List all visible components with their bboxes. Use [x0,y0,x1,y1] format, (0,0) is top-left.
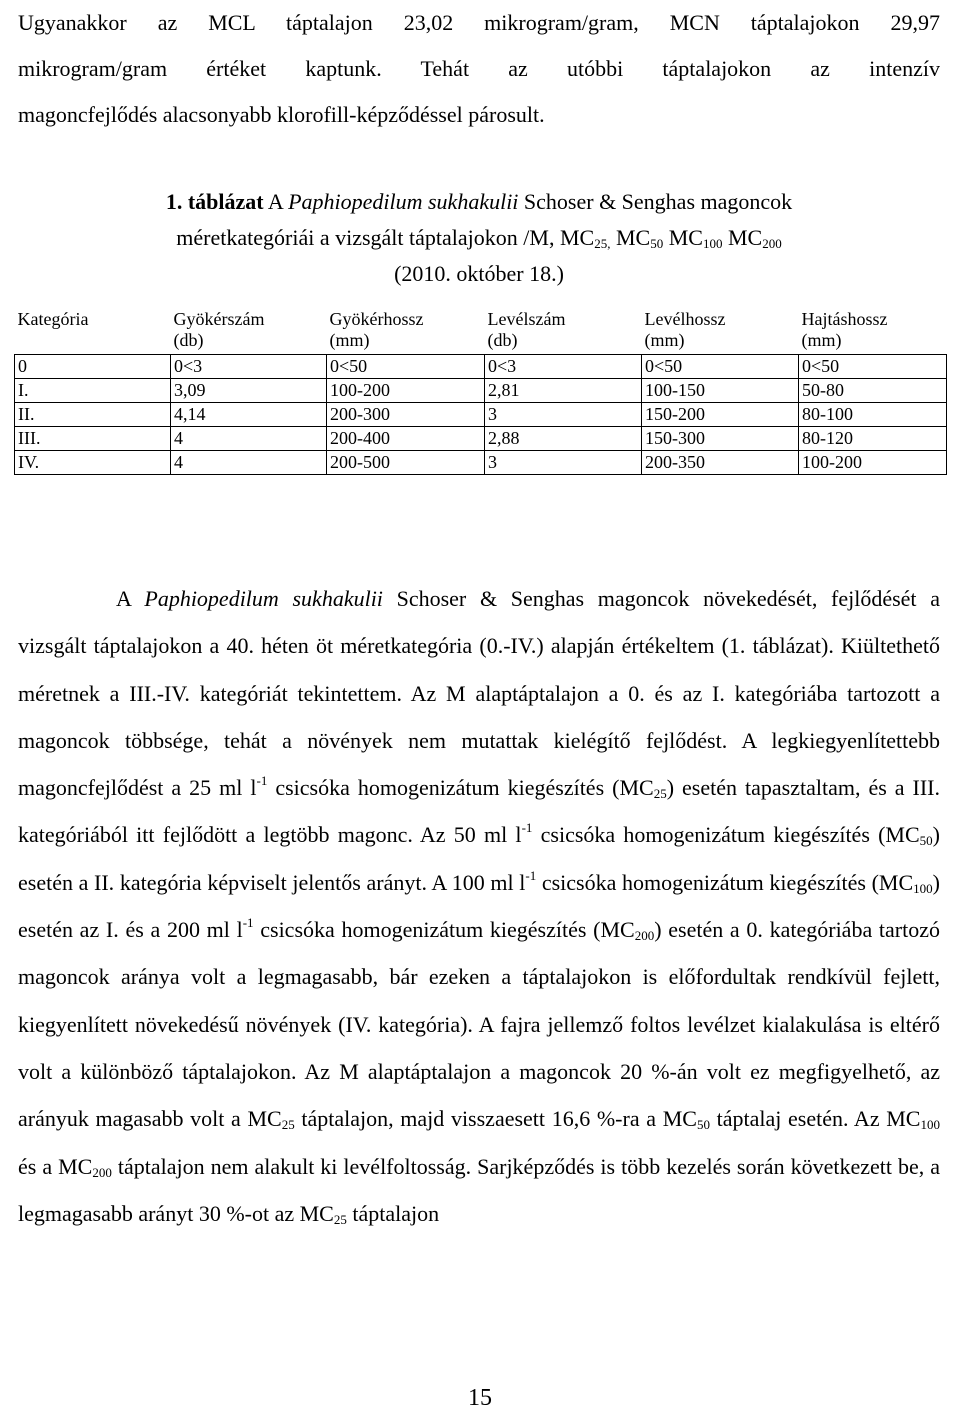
table-cell: 0 [15,355,171,379]
header-unit: (mm) [801,330,842,350]
table-cell: 80-120 [799,427,947,451]
header-text: Gyökérszám [173,309,265,329]
caption-text: MC [610,225,651,250]
subscript: 100 [920,1117,940,1133]
page-number: 15 [468,1385,492,1411]
table-cell: 200-400 [327,427,485,451]
intro-line: Ugyanakkor az MCL táptalajon 23,02 mikrogram/gram, MCN táptalajokon 29,97 [18,10,940,35]
header-unit: (mm) [644,330,685,350]
body-paragraph [18,575,940,1237]
table-cell: 3 [485,403,642,427]
table-cell: 100-200 [799,451,947,475]
caption-line-1 [18,184,940,220]
header-unit: (db) [487,330,518,350]
table-cell: 0<50 [327,355,485,379]
category-table [14,306,947,475]
text-run: és a MC [18,1153,93,1179]
table-cell: 200-300 [327,403,485,427]
table-cell: 0<3 [171,355,327,379]
body-text [18,575,940,1237]
table-row [15,379,947,403]
caption-species: Paphiopedilum sukhakulii [288,189,519,214]
table-row [15,403,947,427]
superscript: -1 [242,915,254,931]
table-cell: 50-80 [799,379,947,403]
table-row [15,451,947,475]
intro-paragraph [18,0,940,138]
header-text: Hajtáshossz [801,309,888,329]
table-cell: 200-350 [642,451,799,475]
subscript: 25 [653,786,667,802]
text-run: csicsóka homogenizátum kiegészítés (MC [532,822,920,848]
text-run: ) esetén az I. és a 200 ml l [18,869,940,943]
text-run: ) esetén tapasztaltam, és a III. kategóriából itt fejlődött a legtöbb magonc. Az 50 ml l [18,775,941,848]
header-text: Kategória [17,309,89,329]
text-run: A [116,586,145,611]
table-cell: 150-200 [642,403,799,427]
text-run: táptalajon [346,1200,440,1226]
text-run: ) esetén a II. kategória képviselt jelentős arányt. A 100 ml l [18,822,940,895]
subscript: 100 [913,880,933,896]
table-cell: 3,09 [171,379,327,403]
table-header-cell [642,306,799,355]
text-run: csicsóka homogenizátum kiegészítés (MC [267,775,654,801]
table-cell: 3 [485,451,642,475]
table-cell: 100-200 [327,379,485,403]
superscript: -1 [256,773,268,789]
table-cell: 4,14 [171,403,327,427]
table-header-cell [327,306,485,355]
intro-line: mikrogram/gram értéket kaptunk. Tehát az utóbbi táptalajokon az intenzív [18,56,940,81]
table-cell: I. [15,379,171,403]
table-row [15,427,947,451]
caption-line-3: (2010. október 18.) [394,261,564,286]
table-cell: 200-500 [327,451,485,475]
caption-text: MC [722,225,763,250]
text-run: táptalajon, majd visszaesett 16,6 %-ra a MC [294,1106,697,1132]
superscript: -1 [525,867,537,883]
table-header-cell [15,306,171,355]
subscript: 25 [333,1211,347,1227]
text-run: ) esetén a 0. kategóriába tartozó magoncok aránya volt a legmagasabb, bár ezeken a táptalajokon is előfordultak rendkívül fejlett, kiegyenlített növekedésű növények (IV. kategória). A fajra jellemző foltos levélzet kialakulása is eltérő volt a különböző táptalajokon. Az M alaptáptalajon a magoncok 20 %-án volt ez megfigyelhető, az arányuk magasabb volt a MC [18,917,940,1132]
table-cell: II. [15,403,171,427]
text-run: csicsóka homogenizátum kiegészítés (MC [253,917,635,943]
table-cell: 0<50 [642,355,799,379]
text-run: táptalaj esetén. Az MC [709,1106,921,1132]
caption-number: 1. táblázat [165,189,264,214]
caption-text: méretkategóriái a vizsgált táptalajokon /M, MC [176,225,595,250]
table-header-cell [799,306,947,355]
subscript: 50 [919,833,933,849]
superscript: -1 [521,820,533,836]
species-name: Paphiopedilum sukhakulii [144,586,383,611]
header-unit: (mm) [329,330,370,350]
header-text: Levélszám [487,309,566,329]
table-cell: 4 [171,451,327,475]
caption-text: Schoser & Senghas magoncok [518,189,793,214]
table-row [15,355,947,379]
table-cell: 80-100 [799,403,947,427]
caption-line-2 [18,220,940,256]
caption-sub: 200 [762,236,782,251]
table-cell: 0<3 [485,355,642,379]
table-cell: IV. [15,451,171,475]
text-run: Schoser & Senghas magoncok növekedését, fejlődését a vizsgált táptalajokon a 40. héten öt méretkategória (0.-IV.) alapján értékeltem (1. táblázat). Kiültethető méretnek a III.-IV. kategóriát tekintettem. Az M alaptáptalajon a 0. és az I. kategóriába tartozott a magoncok többsége, tehát a növények nem mutattak kielégítő fejlődést. A legkiegyenlítettebb magoncfejlődést a 25 ml l [18,586,940,801]
table-header-cell [171,306,327,355]
caption-sub: 25, [594,236,611,251]
table-cell: 2,81 [485,379,642,403]
caption-sub: 50 [650,236,664,251]
caption-text: A [263,189,289,214]
caption-text: MC [663,225,703,250]
table-cell: 150-300 [642,427,799,451]
intro-line: magoncfejlődés alacsonyabb klorofill-képződéssel párosult. [18,102,545,127]
table-cell: 100-150 [642,379,799,403]
subscript: 50 [696,1117,710,1133]
table-header-cell [485,306,642,355]
table-cell: 4 [171,427,327,451]
subscript: 200 [634,928,655,944]
table-header-row [15,306,947,355]
text-run: csicsóka homogenizátum kiegészítés (MC [536,869,914,895]
subscript: 200 [92,1164,112,1180]
table-caption [18,184,940,292]
caption-sub: 100 [702,236,723,251]
table-cell: III. [15,427,171,451]
header-text: Levélhossz [644,309,726,329]
table-cell: 2,88 [485,427,642,451]
subscript: 25 [281,1117,295,1133]
table-cell: 0<50 [799,355,947,379]
header-unit: (db) [173,330,204,350]
header-text: Gyökérhossz [329,309,424,329]
text-run: táptalajon nem alakult ki levélfoltosság. Sarjképződés is több kezelés során következett be, a legmagasabb arányt 30 %-ot az MC [18,1153,940,1226]
